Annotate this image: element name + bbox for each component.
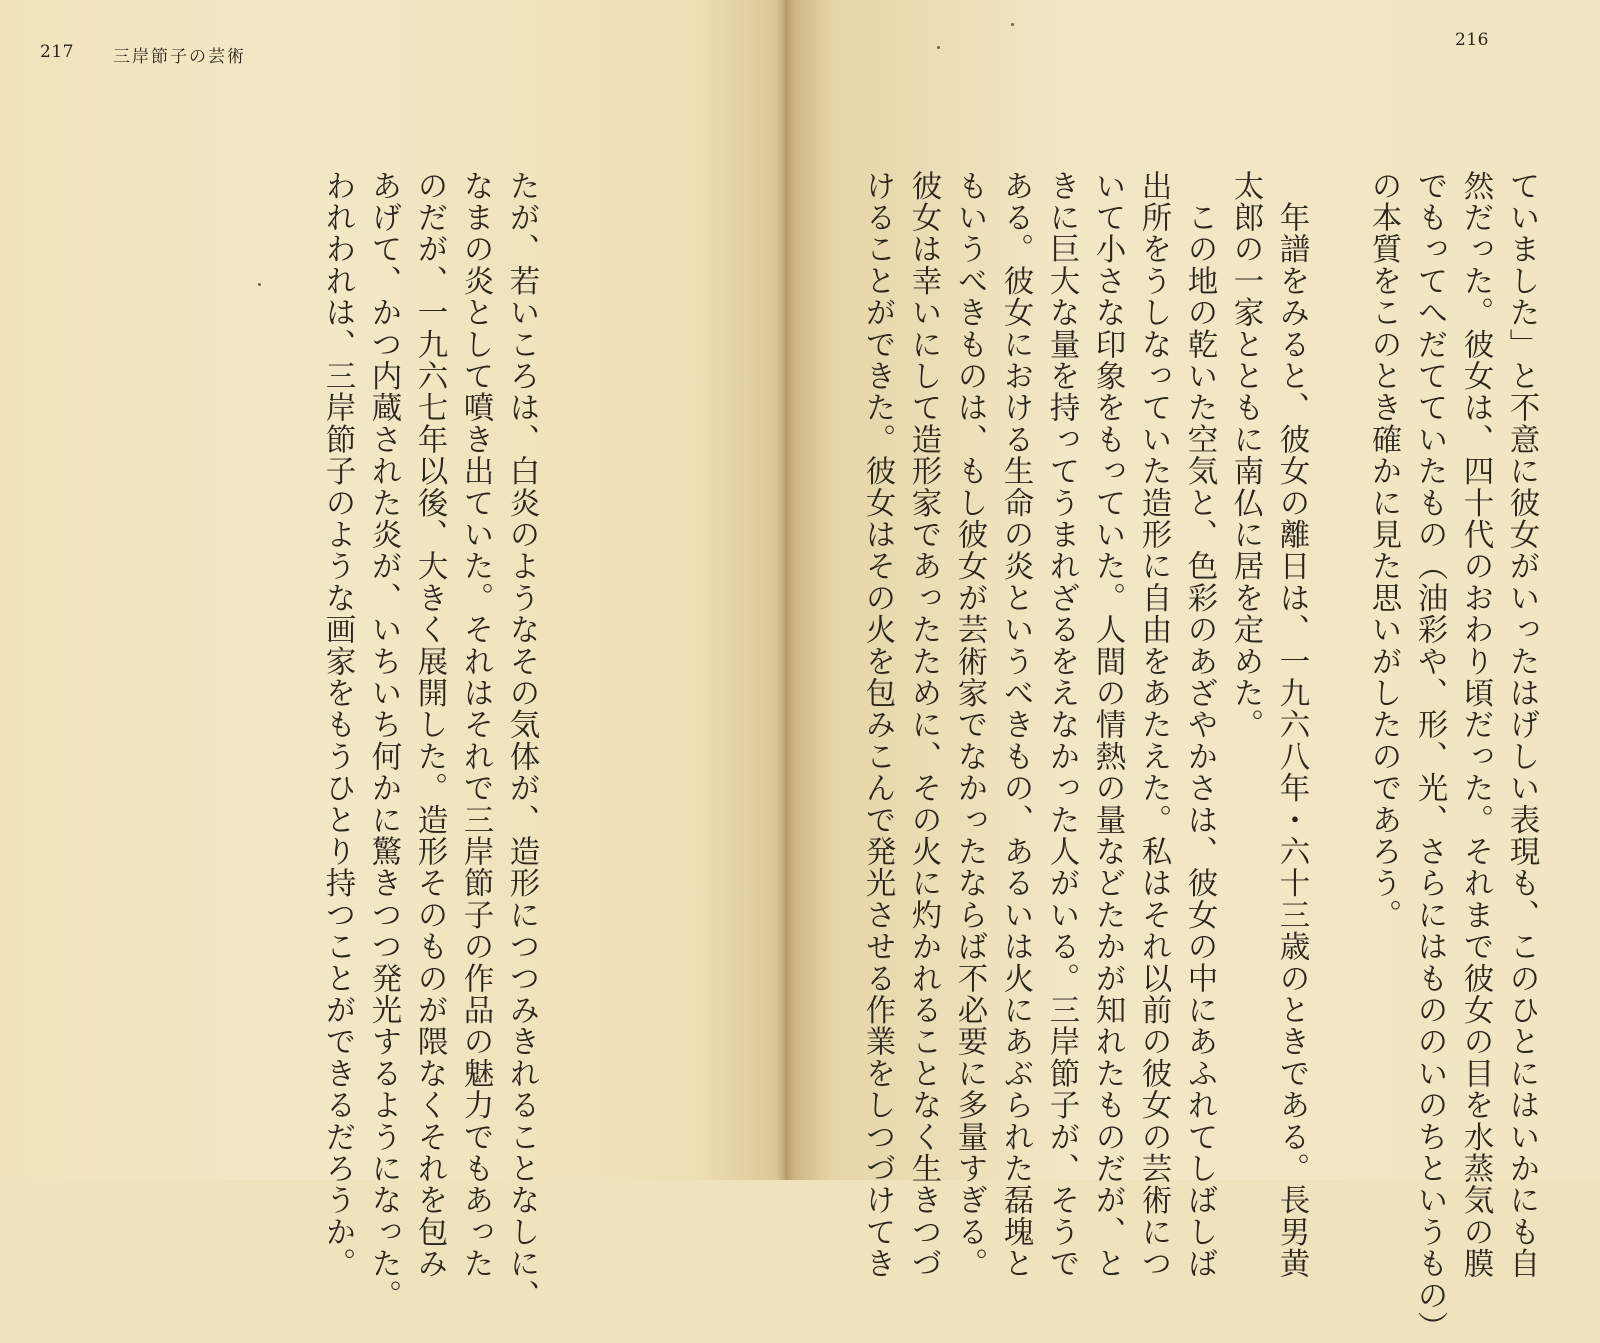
left-page-text-line: たが、若いころは、白炎のようなその気体が、造形につつみきれることなしに、	[504, 170, 539, 1312]
left-page-body-text	[314, 170, 544, 1312]
right-page-text-line: この地の乾いた空気と、色彩のあざやかさは、彼女の中にあふれてしばしば	[1182, 170, 1217, 1280]
running-head: 三岸節子の芸術	[113, 47, 246, 67]
right-page-text-line: の本質をこのとき確かに見た思いがしたのであろう。	[1366, 170, 1401, 931]
right-page-body-text	[854, 170, 1544, 1343]
page-number-left: 217	[40, 42, 74, 62]
page-number-right: 216	[1455, 30, 1489, 50]
paper-speck	[258, 283, 261, 286]
right-page-text-line: けることができた。彼女はその火を包みこんで発光させる作業をしつづけてき	[860, 170, 895, 1280]
right-page-text-line: きに巨大な量を持ってうまれざるをえなかった人がいる。三岸節子が、そうで	[1044, 170, 1079, 1280]
paper-speck	[1011, 23, 1014, 26]
left-page-text-line: あげて、かつ内蔵された炎が、いちいち何かに驚きつつ発光するようになった。	[366, 170, 401, 1312]
right-page-text-line: もいうべきものは、もし彼女が芸術家でなかったならば不必要に多量すぎる。	[952, 170, 987, 1280]
paper-speck	[937, 46, 940, 49]
right-page-text-line: 年譜をみると、彼女の離日は、一九六八年・六十三歳のときである。長男黄	[1274, 170, 1309, 1280]
right-page-text-line: ある。彼女における生命の炎というべきもの、あるいは火にあぶられた磊塊と	[998, 170, 1033, 1280]
right-page-text-line: でもってへだてていたもの（油彩や、形、光、さらにはもののいのちというもの）	[1412, 170, 1447, 1343]
right-page-text-line	[1314, 170, 1360, 1150]
right-page-text-line: 然だった。彼女は、四十代のおわり頃だった。それまで彼女の目を水蒸気の膜	[1458, 170, 1493, 1280]
right-page-text-line: ていました」と不意に彼女がいったはげしい表現も、このひとにはいかにも自	[1504, 170, 1539, 1280]
right-page-text-line: 彼女は幸いにして造形家であったために、その火に灼かれることなく生きつづ	[906, 170, 941, 1280]
book-gutter	[776, 0, 794, 1180]
right-page-text-line: いて小さな印象をもっていた。人間の情熱の量などたかが知れたものだが、と	[1090, 170, 1125, 1280]
left-page-text-line: われわれは、三岸節子のような画家をもうひとり持つことができるだろうか。	[320, 170, 355, 1280]
left-page-text-line: のだが、一九六七年以後、大きく展開した。造形そのものが隈なくそれを包み	[412, 170, 447, 1280]
left-page-text-line: なまの炎として噴き出ていた。それはそれで三岸節子の作品の魅力でもあった	[458, 170, 493, 1280]
right-page-text-line: 太郎の一家とともに南仏に居を定めた。	[1228, 170, 1263, 741]
right-page-text-line: 出所をうしなっていた造形に自由をあたえた。私はそれ以前の彼女の芸術につ	[1136, 170, 1171, 1280]
